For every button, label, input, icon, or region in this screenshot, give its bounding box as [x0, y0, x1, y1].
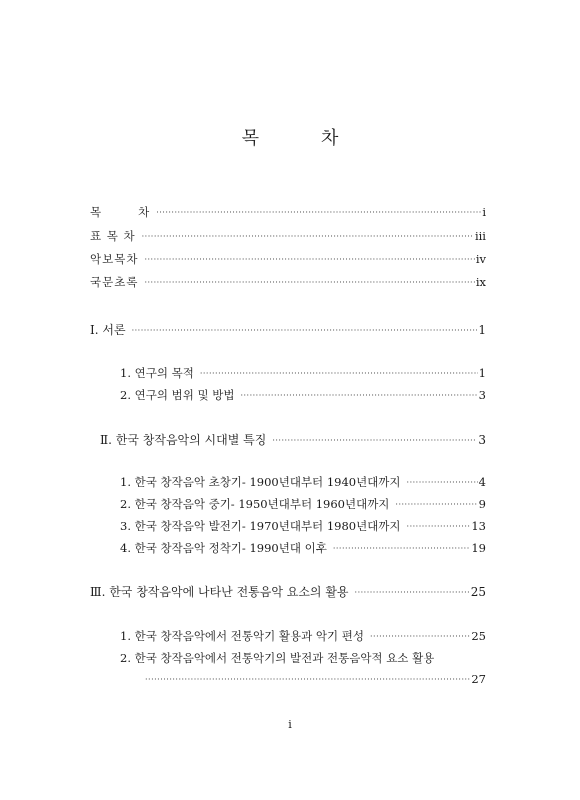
toc-section-page: 27 — [471, 672, 486, 686]
toc-section-label: 1. 한국 창작음악 초창기- 1900년대부터 1940년대까지 — [120, 475, 401, 489]
toc-chapter-page: 25 — [470, 585, 486, 599]
toc-section-label: 1. 한국 창작음악에서 전통악기 활용과 악기 편성 — [120, 629, 364, 643]
page-number: i — [288, 718, 292, 731]
toc-entry-label: 표 목 차 — [90, 229, 136, 243]
toc-section-page: 9 — [478, 497, 486, 511]
toc-section-page: 3 — [478, 388, 486, 402]
leader-dots — [370, 632, 470, 641]
toc-section-2-3[interactable] — [120, 518, 486, 534]
leader-dots — [272, 436, 477, 445]
toc-entry-label: 목 차 — [90, 205, 151, 219]
toc-entry-label: 악보목차 — [90, 252, 139, 266]
toc-entry-page: ix — [475, 275, 486, 289]
leader-dots — [407, 478, 478, 487]
toc-section-label: 2. 한국 창작음악 중기- 1950년대부터 1960년대까지 — [120, 497, 390, 511]
toc-section-page: 4 — [478, 475, 486, 489]
toc-section-1-2[interactable] — [120, 387, 486, 403]
leader-dots — [142, 232, 474, 241]
leader-dots — [144, 255, 474, 264]
title-left: 목 — [241, 128, 259, 149]
toc-chapter-1[interactable] — [90, 321, 486, 337]
toc-entry-label: 국문초록 — [90, 275, 139, 289]
toc-chapter-label: Ⅱ. 한국 창작음악의 시대별 특징 — [100, 433, 267, 447]
toc-section-label: 1. 연구의 목적 — [120, 366, 194, 380]
toc-section-3-2[interactable] — [120, 650, 486, 666]
leader-dots — [144, 278, 474, 287]
toc-chapter-3[interactable] — [90, 583, 486, 599]
toc-entry-scores[interactable] — [90, 251, 486, 267]
toc-section-label: 4. 한국 창작음악 정착기- 1990년대 이후 — [120, 541, 327, 555]
toc-section-3-1[interactable] — [120, 628, 486, 644]
toc-entry-page: iii — [474, 229, 486, 243]
title-right: 차 — [321, 128, 339, 149]
toc-entry-tables[interactable] — [90, 228, 486, 244]
toc-section-2-2[interactable] — [120, 496, 486, 512]
toc-section-page: 1 — [478, 366, 486, 380]
toc-section-2-1[interactable] — [120, 474, 486, 490]
leader-dots — [407, 522, 471, 531]
page-title — [0, 124, 580, 150]
leader-dots — [156, 208, 481, 217]
toc-entry-abstract[interactable] — [90, 274, 486, 290]
toc-section-1-1[interactable] — [120, 365, 486, 381]
toc-chapter-label: Ⅲ. 한국 창작음악에 나타난 전통음악 요소의 활용 — [90, 585, 349, 599]
toc-section-page: 25 — [471, 629, 486, 643]
leader-dots — [200, 369, 478, 378]
leader-dots — [395, 500, 477, 509]
toc-entry-contents[interactable] — [90, 204, 486, 220]
leader-dots — [132, 326, 478, 335]
toc-chapter-2[interactable] — [100, 431, 486, 447]
toc-chapter-page: 3 — [478, 433, 486, 447]
toc-chapter-label: Ⅰ. 서론 — [90, 323, 126, 337]
leader-dots — [240, 391, 477, 400]
toc-section-label: 2. 한국 창작음악에서 전통악기의 발전과 전통음악적 요소 활용 — [120, 651, 435, 665]
toc-section-3-2-continuation[interactable] — [145, 672, 486, 688]
toc-section-page: 19 — [471, 541, 486, 555]
toc-chapter-page: 1 — [478, 323, 486, 337]
toc-section-page: 13 — [471, 519, 486, 533]
toc-entry-page: iv — [475, 252, 486, 266]
leader-dots — [355, 588, 470, 597]
toc-section-label: 3. 한국 창작음악 발전기- 1970년대부터 1980년대까지 — [120, 519, 401, 533]
toc-entry-page: i — [482, 205, 486, 219]
toc-section-label: 2. 연구의 범위 및 방법 — [120, 388, 235, 402]
toc-section-2-4[interactable] — [120, 540, 486, 556]
leader-dots — [333, 544, 471, 553]
leader-dots — [145, 675, 471, 684]
